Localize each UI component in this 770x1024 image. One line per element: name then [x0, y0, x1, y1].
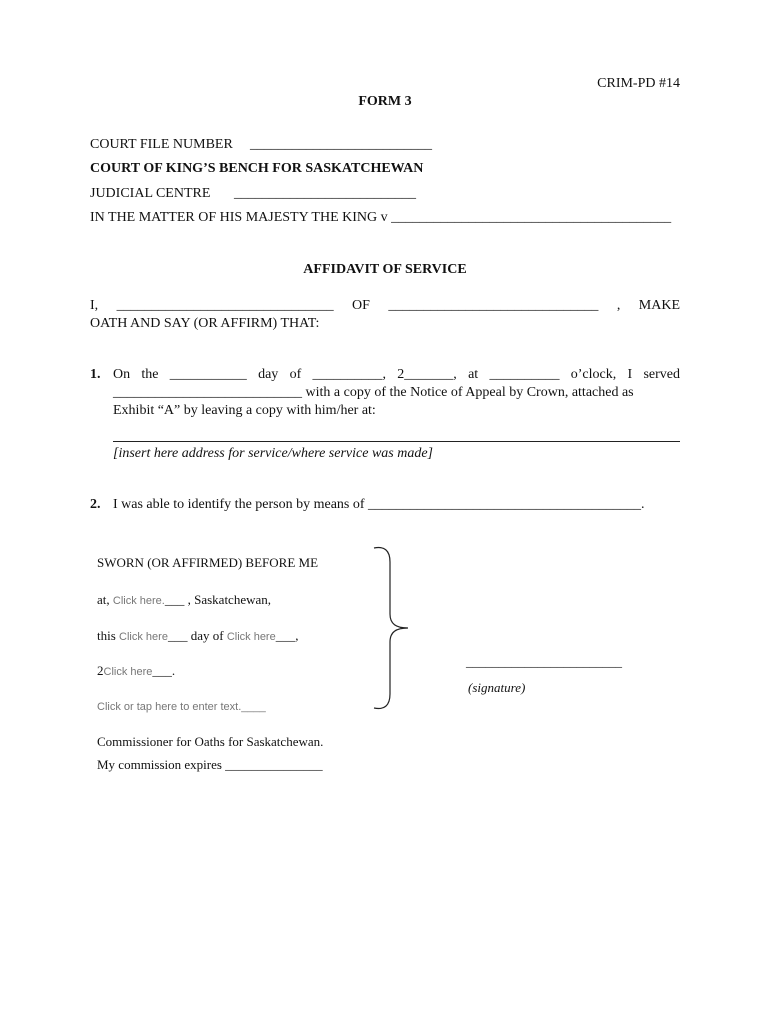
month-field[interactable]: Click here: [226, 631, 276, 643]
form-number: FORM 3: [358, 94, 412, 109]
para-1-number: 1.: [90, 367, 101, 382]
commissioner-name-line: [97, 699, 266, 715]
para-2-text: I was able to identify the person by means of _______________________________________.: [113, 497, 645, 512]
judicial-centre-blank[interactable]: __________________________: [234, 186, 416, 201]
oath-line-2: OATH AND SAY (OR AFFIRM) THAT:: [90, 316, 320, 331]
oath-line-1: I, _______________________________ OF ______________________________ , MAKE: [90, 298, 680, 313]
jurat-brace: [370, 544, 416, 714]
court-file-label: COURT FILE NUMBER: [90, 137, 233, 152]
address-hint: [insert here address for service/where service was made]: [113, 446, 433, 461]
matter-line: IN THE MATTER OF HIS MAJESTY THE KING v ________________________________________: [90, 210, 672, 225]
para-2-number: 2.: [90, 497, 101, 512]
this-prefix: this: [97, 628, 120, 643]
document-title: AFFIDAVIT OF SERVICE: [303, 262, 467, 277]
day-suffix: ___ day of: [167, 628, 227, 643]
address-line[interactable]: [113, 441, 680, 442]
place-field[interactable]: Click here.: [112, 595, 165, 607]
court-name: COURT OF KING’S BENCH FOR SASKATCHEWAN: [90, 161, 424, 176]
sworn-date-line: [97, 628, 298, 644]
commissioner-name-field[interactable]: Click or tap here to enter text.: [97, 701, 242, 713]
court-file-blank[interactable]: __________________________: [250, 137, 432, 152]
signature-line[interactable]: ________________________: [466, 654, 622, 669]
year-field[interactable]: Click here: [103, 666, 153, 678]
sworn-at-line: [97, 592, 271, 608]
commission-expires: My commission expires _______________: [97, 757, 323, 772]
year-suffix: ___.: [152, 663, 176, 678]
form-reference: CRIM-PD #14: [597, 76, 680, 91]
commissioner-label: Commissioner for Oaths for Saskatchewan.: [97, 734, 324, 749]
at-prefix: at,: [97, 592, 113, 607]
para-1-line-2: ___________________________ with a copy of the Notice of Appeal by Crown, attached as: [113, 385, 634, 400]
para-1-line-1: On the ___________ day of __________, 2_______, at __________ o’clock, I served: [113, 367, 680, 382]
para-1-line-3: Exhibit “A” by leaving a copy with him/her at:: [113, 403, 376, 418]
day-field[interactable]: Click here: [119, 631, 168, 643]
at-suffix: ___ , Saskatchewan,: [164, 592, 271, 607]
signature-label: (signature): [468, 680, 526, 695]
year-prefix: 2: [97, 663, 104, 678]
judicial-centre-label: JUDICIAL CENTRE: [90, 186, 211, 201]
name-suffix: ____: [241, 701, 266, 713]
month-suffix: ___,: [275, 628, 299, 643]
sworn-year-line: [97, 663, 175, 679]
sworn-label: SWORN (OR AFFIRMED) BEFORE ME: [97, 555, 319, 570]
